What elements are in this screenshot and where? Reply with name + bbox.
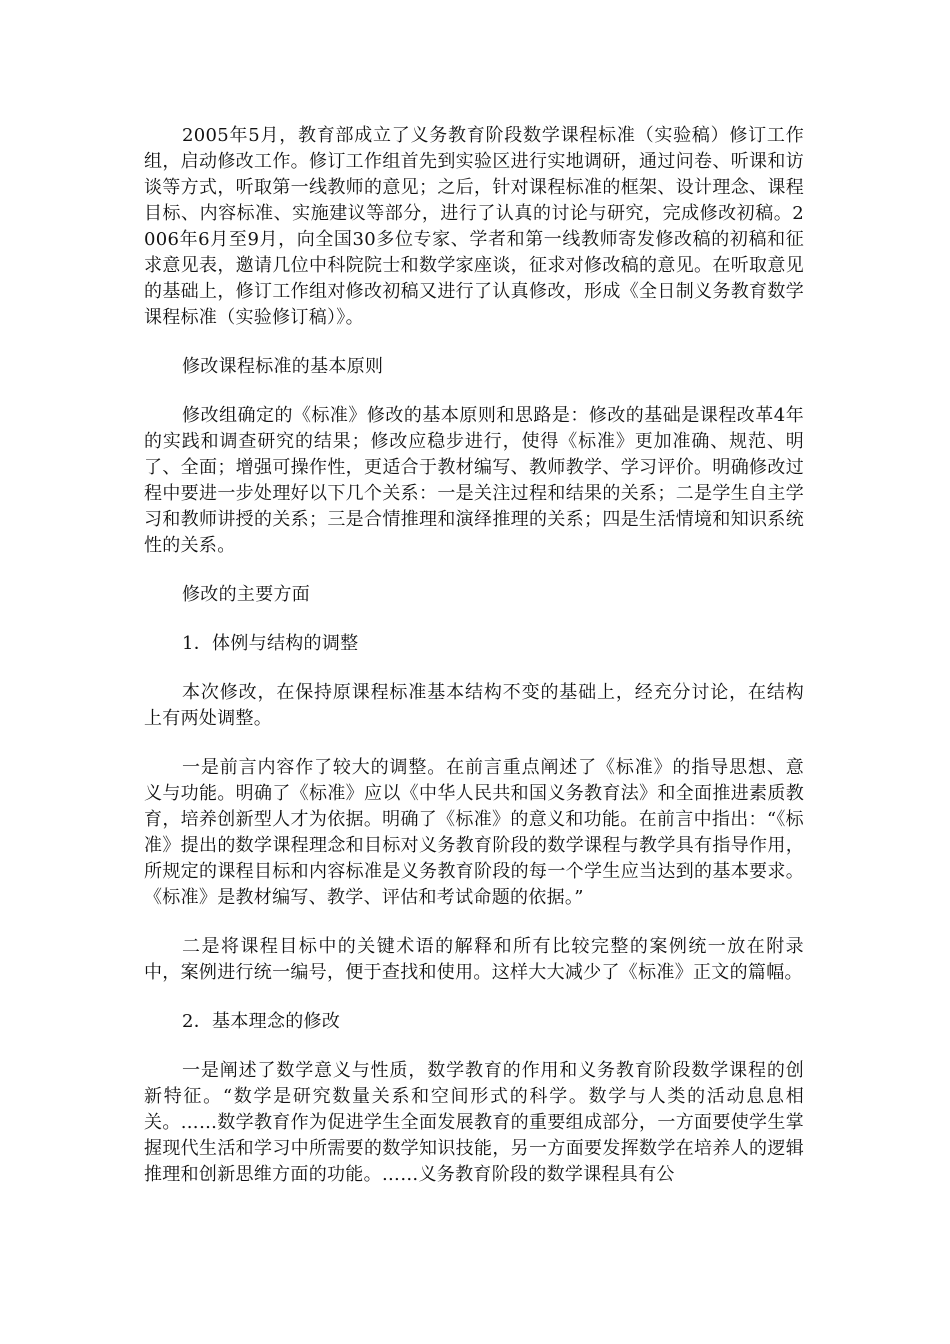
subsection-heading-structure: 1．体例与结构的调整 <box>182 633 359 654</box>
paragraph-intro: 2005年5月，教育部成立了义务教育阶段数学课程标准（实验稿）修订工作组，启动修改工作。修订工作组首先到实验区进行实地调研，通过问卷、听课和访谈等方式，听取第一线教师的意见；之后，针对课程标准的框架、设计理念、课程目标、内容标准、实施建议等部分，进行了认真的讨论与研究，完成修改初稿。2006年6月至9月，向全国30多位专家、学者和第一线教师寄发修改稿的初稿和征求意见表，邀请几位中科院院士和数学家座谈，征求对修改稿的意见。在听取意见的基础上，修订工作组对修改初稿又进行了认真修改，形成《全日制义务教育数学课程标准（实验修订稿）》。 <box>144 125 804 328</box>
section-heading-principles: 修改课程标准的基本原则 <box>182 356 384 377</box>
paragraph-structure-intro: 本次修改，在保持原课程标准基本结构不变的基础上，经充分讨论，在结构上有两处调整。 <box>144 682 804 729</box>
paragraph-principles: 修改组确定的《标准》修改的基本原则和思路是：修改的基础是课程改革4年的实践和调查研究的结果；修改应稳步进行，使得《标准》更加准确、规范、明了、全面；增强可操作性，更适合于教材编写、教师教学、学习评价。明确修改过程中要进一步处理好以下几个关系：一是关注过程和结果的关系；二是学生自主学习和教师讲授的关系；三是合情推理和演绎推理的关系；四是生活情境和知识系统性的关系。 <box>144 405 804 556</box>
paragraph-preface-change: 一是前言内容作了较大的调整。在前言重点阐述了《标准》的指导思想、意义与功能。明确了《标准》应以《中华人民共和国义务教育法》和全面推进素质教育，培养创新型人才为依据。明确了《标准》的意义和功能。在前言中指出：“《标准》提出的数学课程理念和目标对义务教育阶段的数学课程与教学具有指导作用，所规定的课程目标和内容标准是义务教育阶段的每一个学生应当达到的基本要求。《标准》是教材编写、教学、评估和考试命题的依据。” <box>144 757 804 908</box>
subsection-heading-concepts: 2．基本理念的修改 <box>182 1011 341 1032</box>
section-heading-main-aspects: 修改的主要方面 <box>182 584 311 605</box>
paragraph-concepts: 一是阐述了数学意义与性质，数学教育的作用和义务教育阶段数学课程的创新特征。“数学是研究数量关系和空间形式的科学。数学与人类的活动息息相关。……数学教育作为促进学生全面发展教育的重要组成部分，一方面要使学生掌握现代生活和学习中所需要的数学知识技能，另一方面要发挥数学在培养人的逻辑推理和创新思维方面的功能。……义务教育阶段的数学课程具有公 <box>144 1060 804 1185</box>
document-page <box>144 123 804 1188</box>
paragraph-appendix-change: 二是将课程目标中的关键术语的解释和所有比较完整的案例统一放在附录中，案例进行统一编号，便于查找和使用。这样大大减少了《标准》正文的篇幅。 <box>144 936 804 983</box>
